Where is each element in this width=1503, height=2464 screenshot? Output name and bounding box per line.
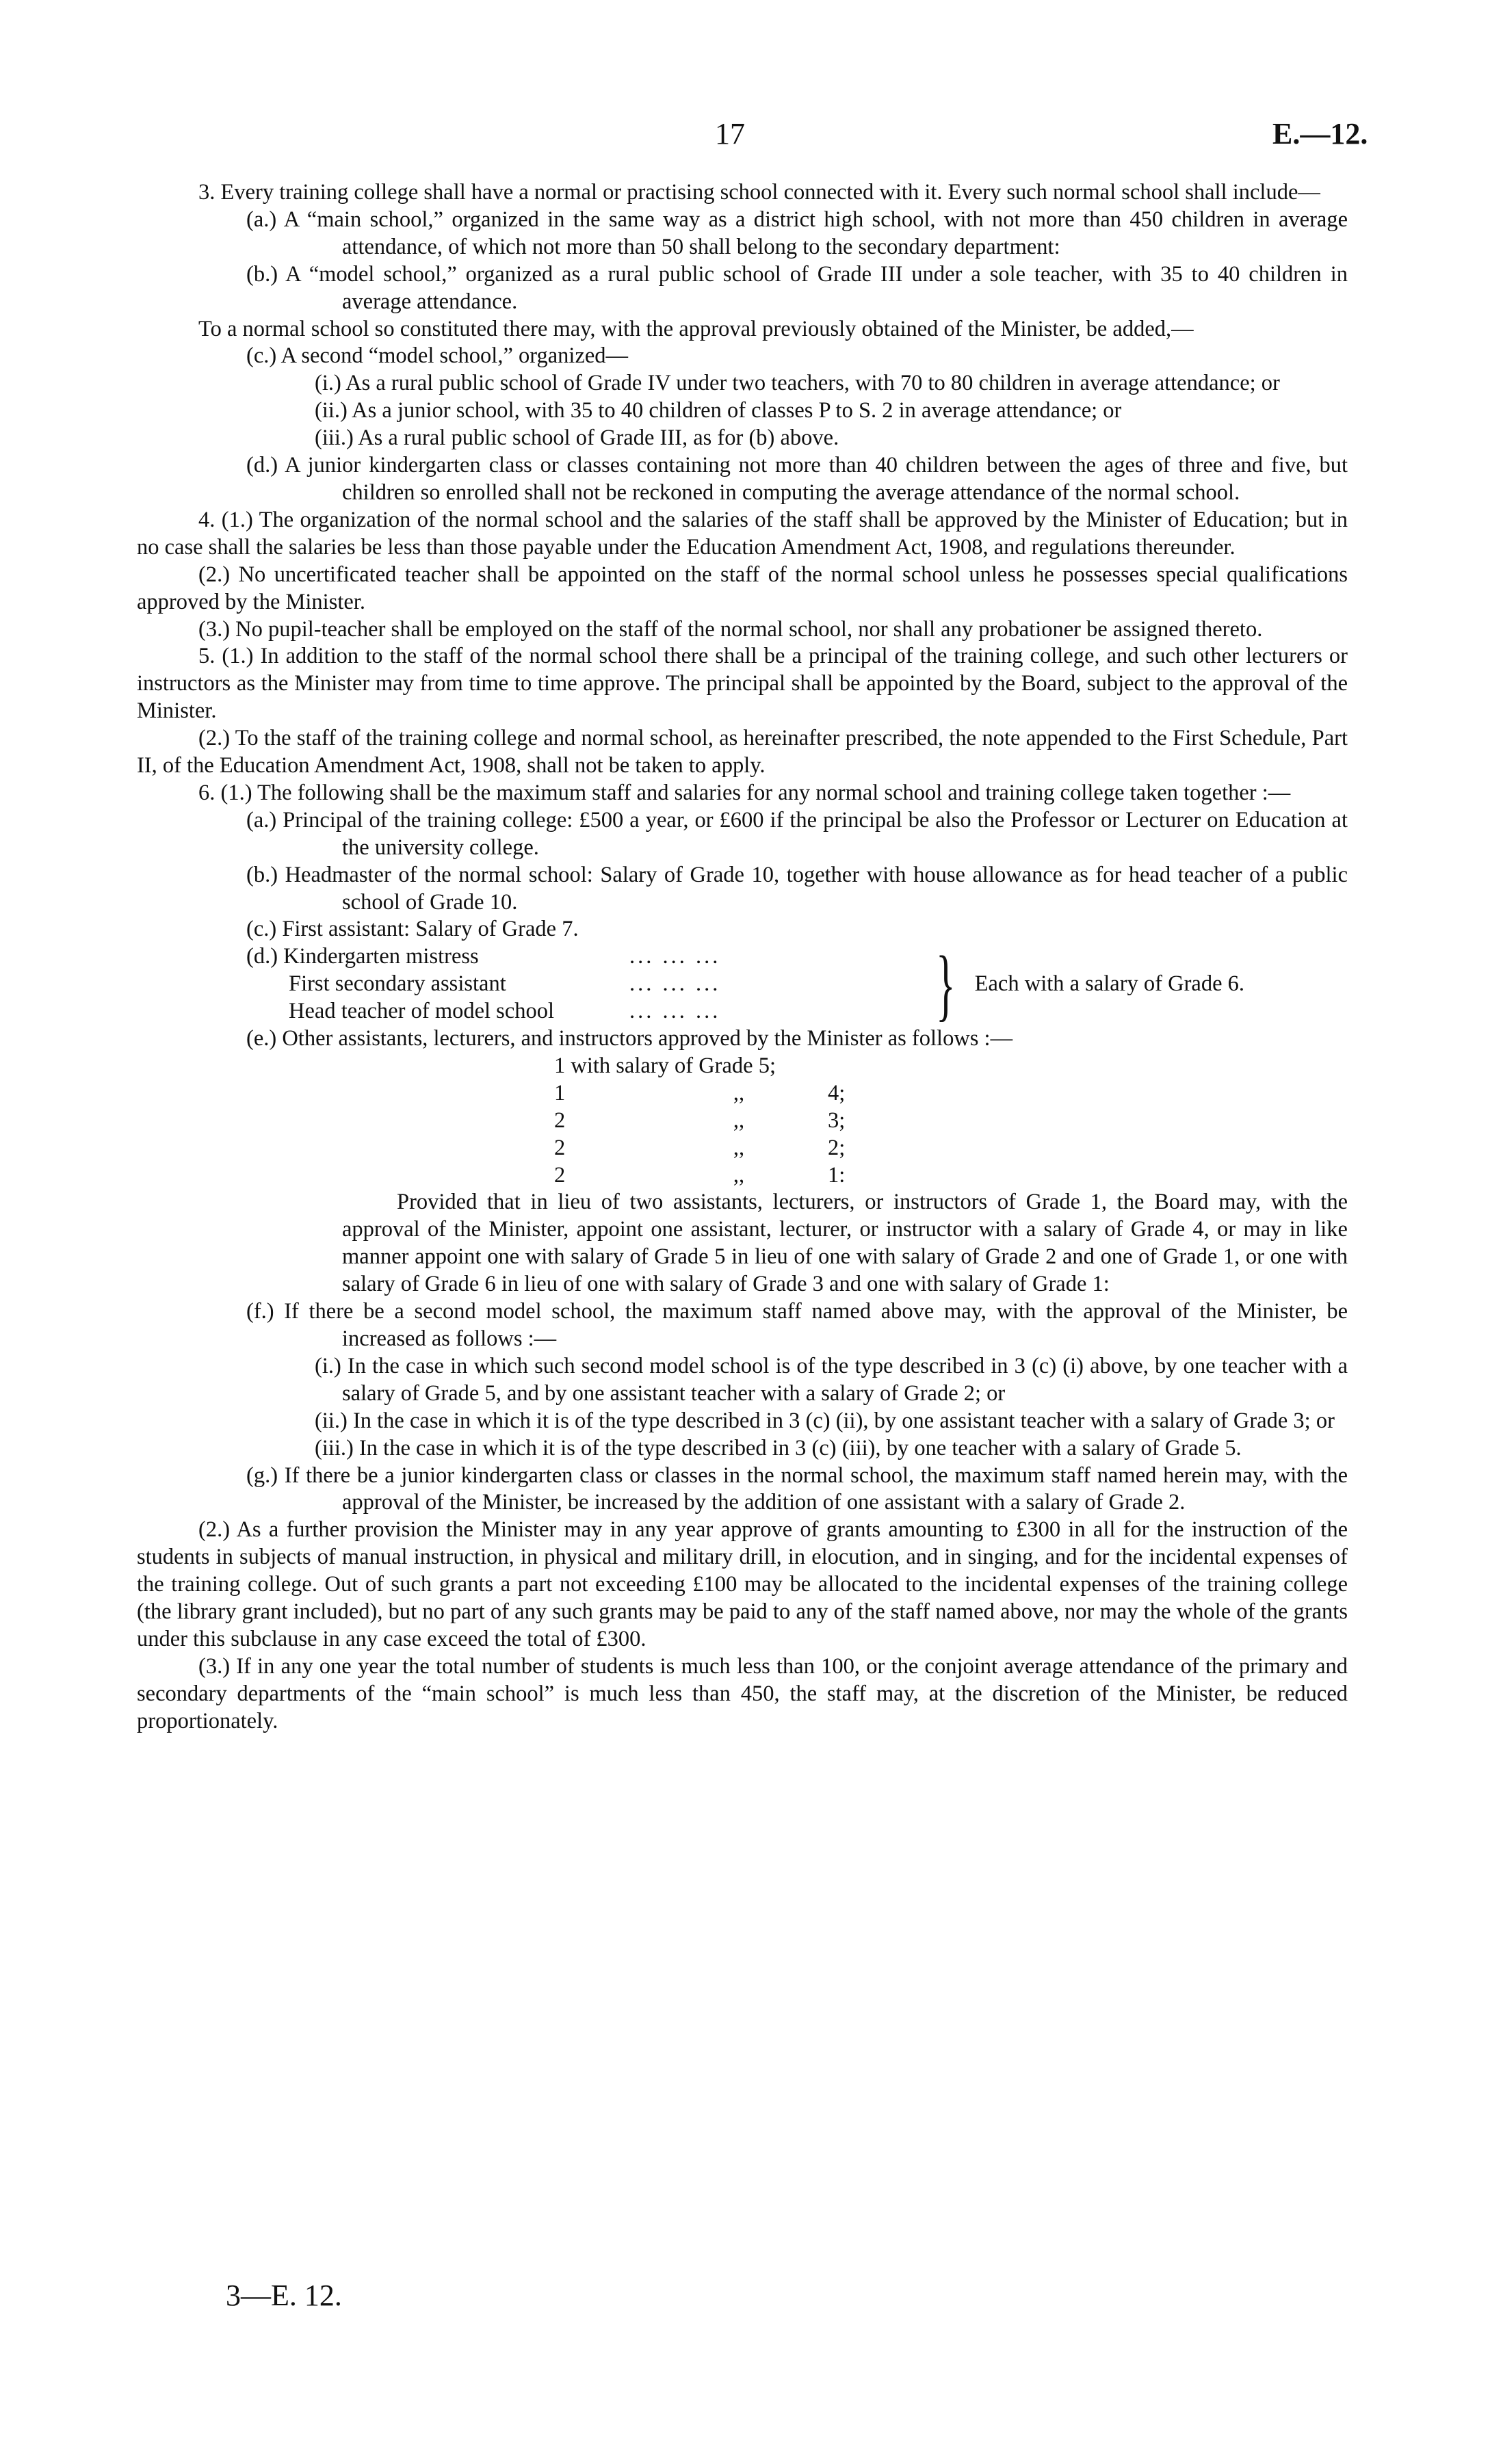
clause-3c-ii: (ii.) As a junior school, with 35 to 40 children of classes P to S. 2 in average attendance; or: [315, 398, 1122, 423]
clause-6e: (e.) Other assistants, lecturers, and instructors approved by the Minister as follows :—: [246, 1026, 1013, 1051]
grade-count: 2: [554, 1162, 566, 1188]
clause-6f: (f.) If there be a second model school, the maximum staff named above may, with the approval of the Minister, be increased as follows :—: [246, 1299, 1348, 1351]
grade-count: 2: [554, 1108, 566, 1133]
ditto-mark: ,,: [733, 1135, 745, 1160]
grade-row: [554, 1053, 1348, 1080]
clause-6c: (c.) First assistant: Salary of Grade 7.: [246, 917, 579, 942]
clause-4-2: (2.) No uncertificated teacher shall be appointed on the staff of the normal school unless he possesses special qualifications approved by the Minister.: [137, 562, 1348, 614]
grade-row: [554, 1108, 1348, 1135]
clause-3a: (a.) A “main school,” organized in the same way as a district high school, with not more than 450 children in average attendance, of which not more than 50 shall belong to the secondary department:: [246, 207, 1348, 259]
clause-6e-proviso: Provided that in lieu of two assistants, lecturers, or instructors of Grade 1, the Board may, with the approval of the Minister, appoint one assistant, lecturer, or instructor with a salary of Grade 4, or may in like manner appoint one with salary of Grade 5 in lieu of one with salary of Grade 2 and one of Grade 1, or one with salary of Grade 6 in lieu of one with salary of Grade 3 and one with salary of Grade 1:: [342, 1190, 1348, 1297]
clause-6-1: 6. (1.) The following shall be the maximum staff and salaries for any normal school and training college taken together :—: [198, 780, 1291, 805]
right-brace-icon: }: [936, 939, 956, 1030]
clause-6d-staff-group: [246, 939, 1348, 1030]
clause-3b: (b.) A “model school,” organized as a rural public school of Grade III under a sole teacher, with 35 to 40 children in average attendance.: [246, 261, 1348, 314]
grade-value: 3;: [828, 1108, 846, 1133]
staff-row: [246, 971, 917, 998]
staff-label: Head teacher of model school: [289, 999, 555, 1024]
clause-6f-ii: (ii.) In the case in which it is of the type described in 3 (c) (ii), by one assistant teacher with a salary of Grade 3; or: [315, 1408, 1335, 1433]
clause-4-1: 4. (1.) The organization of the normal school and the salaries of the staff shall be approved by the Minister of Education; but in no case shall the salaries be less than those payable under the Education Amendment Act, 1908, and regulations thereunder.: [137, 507, 1348, 560]
clause-6a: (a.) Principal of the training college: £500 a year, or £600 if the principal be also the Professor or Lecturer on Education at the university college.: [246, 807, 1348, 860]
clause-6f-iii: (iii.) In the case in which it is of the type described in 3 (c) (iii), by one teacher with a salary of Grade 5.: [315, 1435, 1242, 1460]
staff-row: [246, 943, 917, 971]
clause-5-2: (2.) To the staff of the training college and normal school, as hereinafter prescribed, the note appended to the First Schedule, Part II, of the Education Amendment Act, 1908, shall not be taken to apply.: [137, 726, 1348, 778]
grade-count: 1: [554, 1080, 566, 1105]
clause-3d: (d.) A junior kindergarten class or classes containing not more than 40 children between the ages of three and five, but children so enrolled shall not be reckoned in computing the average attendance of the normal school.: [246, 453, 1348, 505]
clause-6d-staff-list: [246, 943, 917, 1025]
document-body: [137, 179, 1348, 1735]
grade-row: [554, 1080, 1348, 1108]
clause-6-2: (2.) As a further provision the Minister may in any year approve of grants amounting to £300 in all for the instruction of the students in subjects of manual instruction, in physical and military drill, in elocution, and in singing, and for the incidental expenses of the training college. Out of such grants a part not exceeding £100 may be allocated to the incidental expenses of the training college (the library grant included), but no part of any such grants may be paid to any of the staff named above, nor may the whole of the grants under this subclause in any case exceed the total of £300.: [137, 1517, 1348, 1651]
ditto-mark: ,,: [733, 1162, 745, 1188]
clause-4-3: (3.) No pupil-teacher shall be employed on the staff of the normal school, nor shall any probationer be assigned thereto.: [198, 616, 1263, 642]
staff-leader-dots: ... ... ...: [629, 971, 721, 997]
grade-row: [554, 1162, 1348, 1190]
grade-value: 2;: [828, 1135, 846, 1160]
staff-leader-dots: ... ... ...: [629, 944, 721, 969]
clause-3c: (c.) A second “model school,” organized—: [246, 343, 629, 369]
clause-3-addition: To a normal school so constituted there may, with the approval previously obtained of the Minister, be added,—: [198, 316, 1194, 341]
clause-6b: (b.) Headmaster of the normal school: Salary of Grade 10, together with house allowance as for head teacher of a public school of Grade 10.: [246, 862, 1348, 915]
ditto-mark: ,,: [733, 1108, 745, 1133]
clause-6e-grade-list: [554, 1053, 1348, 1189]
staff-label: (d.) Kindergarten mistress: [246, 944, 479, 969]
staff-leader-dots: ... ... ...: [629, 999, 721, 1024]
signature-mark: 3—E. 12.: [226, 2279, 342, 2312]
clause-6-3: (3.) If in any one year the total number of students is much less than 100, or the conjoint average attendance of the primary and secondary departments of the “main school” is much less than 450, the staff may, at the discretion of the Minister, be reduced proportionately.: [137, 1653, 1348, 1733]
staff-row: [246, 998, 917, 1025]
grade-row: [554, 1135, 1348, 1162]
grade-count: 2: [554, 1135, 566, 1160]
page-number: 17: [715, 117, 745, 150]
grade-count: 1 with salary of Grade 5;: [554, 1053, 776, 1078]
ditto-mark: ,,: [733, 1080, 745, 1105]
clause-3: 3. Every training college shall have a normal or practising school connected with it. Every such normal school shall include—: [198, 180, 1320, 205]
clause-6d-note: Each with a salary of Grade 6.: [974, 971, 1244, 997]
clause-6g: (g.) If there be a junior kindergarten class or classes in the normal school, the maximum staff named herein may, with the approval of the Minister, be increased by the addition of one assistant with a salary of Grade 2.: [246, 1463, 1348, 1515]
staff-label: First secondary assistant: [289, 971, 506, 997]
document-reference: E.—12.: [1272, 117, 1368, 150]
clause-5-1: 5. (1.) In addition to the staff of the normal school there shall be a principal of the training college, and such other lecturers or instructors as the Minister may from time to time approve. The principal shall be appointed by the Board, subject to the approval of the Minister.: [137, 644, 1348, 724]
grade-value: 4;: [828, 1080, 846, 1105]
grade-value: 1:: [828, 1162, 846, 1188]
clause-6f-i: (i.) In the case in which such second model school is of the type described in 3 (c) (i) above, by one teacher with a salary of Grade 5, and by one assistant teacher with a salary of Grade 2; or: [315, 1353, 1348, 1406]
clause-3c-iii: (iii.) As a rural public school of Grade III, as for (b) above.: [315, 425, 839, 451]
clause-3c-i: (i.) As a rural public school of Grade IV under two teachers, with 70 to 80 children in average attendance; or: [315, 371, 1280, 396]
